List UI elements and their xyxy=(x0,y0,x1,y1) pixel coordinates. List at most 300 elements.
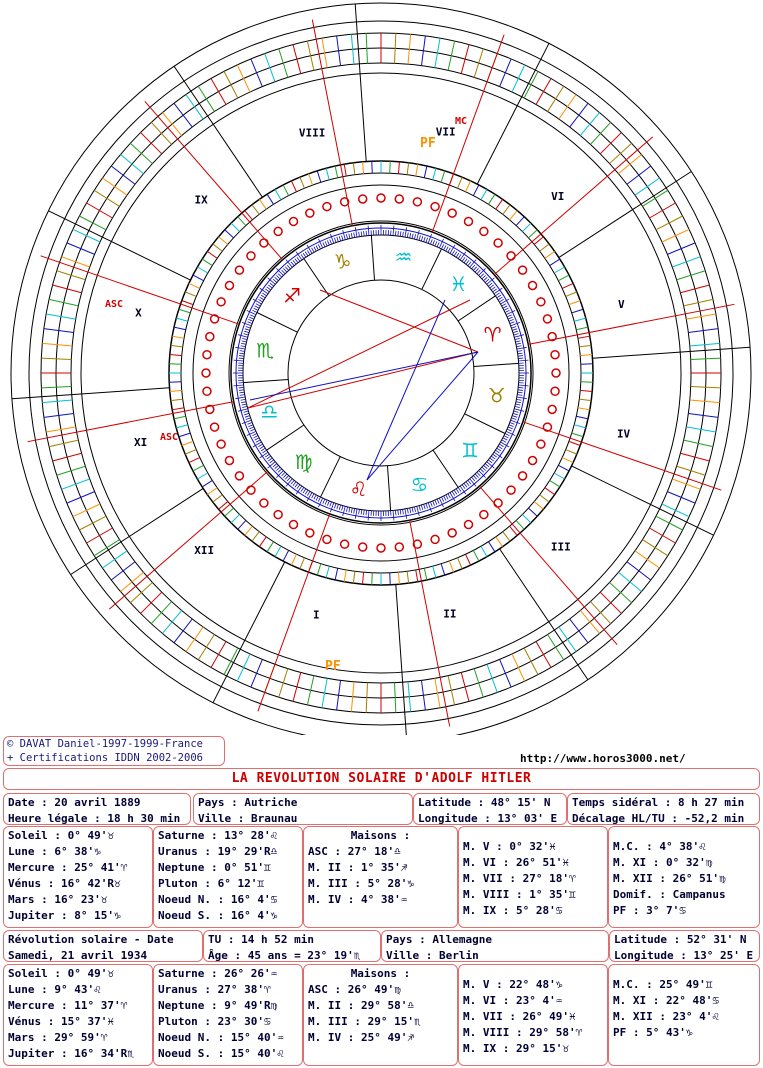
degree-tick xyxy=(518,390,523,391)
outer-tick xyxy=(279,669,288,698)
planet-row: Noeud S. : 16° 4'♑ xyxy=(158,909,278,922)
rs-maisons-c xyxy=(608,964,760,1066)
degree-tick xyxy=(234,360,244,361)
planet-row: Lune : 9° 43'♌ xyxy=(8,983,101,996)
outer-tick xyxy=(237,65,250,92)
house-cusp xyxy=(572,466,714,535)
planet-marker xyxy=(529,457,537,465)
house-label: X xyxy=(135,306,142,320)
house-row: M. IV : 25° 49'♐ xyxy=(308,1031,414,1044)
degree-tick xyxy=(235,347,245,349)
outer-tick xyxy=(642,190,667,206)
degree-tick xyxy=(393,226,394,236)
degree-tick xyxy=(303,489,306,493)
house-label: IV xyxy=(616,427,631,441)
degree-tick xyxy=(462,257,465,261)
degree-tick xyxy=(307,491,310,495)
degree-tick xyxy=(245,329,250,331)
natal-maisons-c xyxy=(608,826,760,928)
degree-tick xyxy=(398,510,399,515)
degree-tick xyxy=(246,418,251,420)
degree-tick xyxy=(293,482,296,486)
planet-marker xyxy=(359,195,367,203)
outer-tick xyxy=(293,672,301,701)
degree-tick xyxy=(343,230,346,240)
inner-tick xyxy=(213,495,223,502)
degree-tick xyxy=(490,285,494,288)
house-row: M. V : 22° 48'♑ xyxy=(463,978,563,991)
degree-tick xyxy=(282,472,285,476)
inner-tick xyxy=(516,520,524,529)
degree-tick xyxy=(268,458,272,461)
degree-tick xyxy=(466,482,469,486)
degree-tick xyxy=(515,406,520,407)
rs-place-box xyxy=(381,930,609,962)
degree-tick xyxy=(307,250,310,254)
sign-sagittarius-icon: ♐ xyxy=(282,283,301,308)
degree-tick xyxy=(484,465,488,468)
degree-tick xyxy=(517,351,522,352)
sign-divider xyxy=(371,235,374,280)
degree-tick xyxy=(366,231,367,236)
inner-tick xyxy=(344,164,346,176)
inner-tick xyxy=(231,514,239,522)
degree-tick xyxy=(354,233,355,238)
outer-tick xyxy=(677,271,706,280)
sign-divider xyxy=(267,425,304,450)
planet-row: Jupiter : 8° 15'♑ xyxy=(8,909,121,922)
planet-marker xyxy=(306,529,314,537)
inner-tick xyxy=(259,199,266,209)
outer-tick xyxy=(73,504,100,517)
house-label: II xyxy=(443,607,457,621)
degree-tick xyxy=(276,275,280,278)
planet-marker xyxy=(323,535,331,543)
inner-tick xyxy=(572,309,583,313)
inner-tick xyxy=(176,425,188,428)
degree-tick xyxy=(508,317,513,319)
wheel-ring xyxy=(243,235,519,511)
outer-tick xyxy=(548,634,564,659)
outer-tick xyxy=(627,166,651,184)
degree-tick xyxy=(400,510,401,515)
inner-tick xyxy=(574,318,586,321)
inner-tick xyxy=(424,568,427,580)
degree-tick xyxy=(339,505,340,510)
house-cusp xyxy=(355,4,366,162)
sign-libra-icon: ♎ xyxy=(260,399,279,424)
house-row: M. XII : 23° 4'♌ xyxy=(613,1010,719,1023)
sign-divider xyxy=(304,259,329,296)
house-label: V xyxy=(618,298,625,312)
sign-aquarius-icon: ♒ xyxy=(394,245,413,270)
degree-tick xyxy=(395,510,396,515)
credit-line-2: + Certifications IDDN 2002-2006 xyxy=(7,752,203,764)
degree-tick xyxy=(497,448,501,451)
inner-tick xyxy=(169,364,181,365)
outer-tick xyxy=(590,122,610,144)
inner-tick xyxy=(326,566,329,578)
degree-tick xyxy=(234,385,244,386)
inner-tick xyxy=(335,166,338,178)
degree-tick xyxy=(456,253,459,257)
outer-tick xyxy=(130,143,152,163)
outer-tick xyxy=(174,103,192,127)
outer-tick xyxy=(53,285,82,293)
degree-tick xyxy=(512,329,517,331)
planet-row: Uranus : 19° 29'R♎ xyxy=(158,845,278,858)
outer-tick xyxy=(656,216,683,230)
inner-tick xyxy=(503,532,510,542)
outer-tick xyxy=(279,49,288,78)
degree-tick xyxy=(327,501,329,506)
degree-tick xyxy=(458,487,461,491)
planet-row: Mercure : 25° 41'♈ xyxy=(8,861,128,874)
degree-tick xyxy=(239,353,244,354)
house-row: PF : 5° 43'♑ xyxy=(613,1026,693,1039)
planet-marker xyxy=(537,298,545,306)
degree-tick xyxy=(517,395,522,396)
degree-tick xyxy=(334,503,336,508)
degree-tick xyxy=(518,358,523,359)
degree-tick xyxy=(475,268,478,272)
degree-tick xyxy=(248,425,253,427)
planet-row: Neptune : 0° 51'♊ xyxy=(158,861,271,874)
sign-leo-icon: ♌ xyxy=(349,476,368,501)
inner-tick xyxy=(300,177,305,188)
house-cusp xyxy=(12,388,170,399)
inner-tick xyxy=(528,230,537,238)
degree-tick xyxy=(241,399,246,400)
degree-tick xyxy=(285,267,288,271)
planet-marker xyxy=(543,315,551,323)
degree-tick xyxy=(246,326,251,328)
outer-tick xyxy=(41,358,71,359)
inner-tick xyxy=(252,532,259,542)
inner-tick xyxy=(458,558,463,569)
planet-marker xyxy=(448,209,456,217)
degree-tick xyxy=(354,508,355,513)
degree-tick xyxy=(488,460,492,463)
degree-tick xyxy=(464,259,467,263)
degree-tick xyxy=(291,262,294,266)
degree-tick xyxy=(351,508,352,513)
degree-tick xyxy=(314,247,316,251)
inner-tick xyxy=(466,181,471,192)
degree-tick xyxy=(270,460,274,463)
degree-tick xyxy=(403,509,404,514)
planet-marker xyxy=(377,194,385,202)
degree-tick xyxy=(261,448,265,451)
planet-row: Noeud S. : 15° 40'♌ xyxy=(158,1047,284,1060)
degree-tick xyxy=(407,233,408,238)
outer-tick xyxy=(94,190,119,206)
inner-tick xyxy=(193,275,204,281)
inner-tick xyxy=(581,364,593,365)
site-url[interactable]: http://www.horos3000.net/ xyxy=(520,752,686,765)
planet-marker xyxy=(431,535,439,543)
outer-tick xyxy=(395,683,396,713)
outer-tick xyxy=(366,33,367,63)
degree-tick xyxy=(516,346,521,347)
natal-maisons-a xyxy=(303,826,458,928)
degree-tick xyxy=(359,232,360,237)
degree-tick xyxy=(419,236,420,241)
degree-tick xyxy=(511,418,516,420)
inner-tick xyxy=(176,318,188,321)
planet-marker xyxy=(290,521,298,529)
degree-tick xyxy=(518,353,523,354)
planet-marker xyxy=(260,499,268,507)
degree-tick xyxy=(267,287,271,290)
degree-tick xyxy=(495,450,499,453)
rs-cusp xyxy=(28,402,234,442)
natal-ville: Ville : Braunau xyxy=(198,812,298,825)
natal-pays: Pays : Autriche xyxy=(198,796,298,809)
inner-tick xyxy=(566,292,577,297)
degree-tick xyxy=(503,306,507,308)
planet-marker xyxy=(225,282,233,290)
degree-tick xyxy=(366,510,367,515)
planet-row: Neptune : 9° 49'R♍ xyxy=(158,999,278,1012)
degree-tick xyxy=(426,503,428,508)
degree-tick xyxy=(242,341,247,342)
planet-row: Pluton : 23° 30'♋ xyxy=(158,1015,271,1028)
degree-tick xyxy=(433,501,435,506)
inner-tick xyxy=(170,355,182,356)
degree-tick xyxy=(351,233,352,238)
rs-cusp xyxy=(109,471,267,609)
planet-row: Pluton : 6° 12'♊ xyxy=(158,877,264,890)
outer-tick xyxy=(487,664,497,692)
outer-tick xyxy=(87,203,113,218)
house-row: M. XI : 22° 48'♋ xyxy=(613,994,719,1007)
inner-tick xyxy=(202,480,212,486)
house-row: M. XI : 0° 32'♍ xyxy=(613,856,713,869)
degree-tick xyxy=(364,510,365,515)
inner-tick xyxy=(326,168,329,180)
house-label: VIII xyxy=(298,126,326,140)
degree-tick xyxy=(514,334,519,335)
degree-tick xyxy=(507,315,512,317)
degree-tick xyxy=(473,267,476,271)
outer-tick xyxy=(667,492,695,503)
outer-tick xyxy=(500,659,511,687)
outer-tick xyxy=(57,466,86,475)
natal-planets-b xyxy=(153,826,303,928)
house-row: M. II : 1° 35'♐ xyxy=(308,861,408,874)
degree-tick xyxy=(477,270,480,274)
outer-tick xyxy=(691,387,721,388)
sign-divider xyxy=(474,363,519,366)
degree-tick xyxy=(491,287,495,290)
inner-tick xyxy=(441,564,445,575)
outer-tick xyxy=(62,257,90,267)
outer-tick xyxy=(211,79,226,105)
degree-tick xyxy=(505,433,509,435)
outer-tick xyxy=(559,94,576,119)
rs-tu: TU : 14 h 52 min xyxy=(208,933,314,946)
inner-tick xyxy=(197,473,207,479)
planet-row: Jupiter : 16° 34'R♏ xyxy=(8,1047,134,1060)
outer-tick xyxy=(53,453,82,461)
sign-cancer-icon: ♋ xyxy=(410,472,429,497)
rs-planets-b xyxy=(153,964,303,1066)
degree-tick xyxy=(285,476,288,480)
degree-tick xyxy=(441,497,443,501)
planet-marker xyxy=(274,227,282,235)
maisons-title: Maisons : xyxy=(350,829,411,842)
degree-tick xyxy=(505,310,509,312)
planet-marker xyxy=(537,440,545,448)
inner-tick xyxy=(372,573,373,585)
inner-tick xyxy=(283,185,289,196)
degree-tick xyxy=(239,387,244,388)
outer-tick xyxy=(691,358,721,359)
degree-tick xyxy=(510,422,515,424)
degree-tick xyxy=(437,242,439,247)
degree-tick xyxy=(267,456,271,459)
inner-tick xyxy=(398,572,399,584)
degree-tick xyxy=(312,494,314,498)
degree-tick xyxy=(517,397,527,399)
outer-tick xyxy=(73,229,100,242)
rs-age: Âge : 45 ans = 23° 19'♏ xyxy=(208,949,361,962)
sign-divider xyxy=(387,466,390,511)
inner-tick xyxy=(171,399,183,401)
planet-marker xyxy=(235,266,243,274)
house-row: M.C. : 4° 38'♌ xyxy=(613,840,706,853)
house-row: M. IX : 29° 15'♉ xyxy=(463,1042,569,1055)
inner-tick xyxy=(510,526,518,535)
degree-tick xyxy=(504,308,508,310)
degree-tick xyxy=(337,237,339,242)
rs-time-box xyxy=(203,930,381,962)
outer-tick xyxy=(94,540,119,556)
outer-tick xyxy=(672,257,700,267)
inner-tick xyxy=(169,382,181,383)
outer-tick xyxy=(251,59,262,87)
planet-marker xyxy=(323,203,331,211)
degree-tick xyxy=(472,477,475,481)
pf-label: PF xyxy=(325,659,341,674)
planet-marker xyxy=(519,266,527,274)
inner-tick xyxy=(579,345,591,347)
inner-tick xyxy=(225,230,234,238)
degree-tick xyxy=(493,289,497,292)
house-cusp xyxy=(174,66,262,197)
degree-tick xyxy=(491,456,495,459)
inner-tick xyxy=(363,572,364,584)
planet-row: Mercure : 11° 37'♈ xyxy=(8,999,128,1012)
degree-tick xyxy=(452,491,455,495)
inner-tick xyxy=(466,554,471,565)
house-row: M. III : 29° 15'♏ xyxy=(308,1015,421,1028)
degree-tick xyxy=(255,438,259,440)
planet-row: Saturne : 13° 28'♌ xyxy=(158,829,278,842)
inner-tick xyxy=(407,571,409,583)
inner-tick xyxy=(219,237,228,245)
inner-tick xyxy=(238,520,246,529)
degree-tick xyxy=(405,509,407,519)
degree-tick xyxy=(410,508,411,513)
house-label: IX xyxy=(194,193,208,207)
planet-marker xyxy=(431,203,439,211)
inner-tick xyxy=(558,465,569,471)
inner-tick xyxy=(554,473,564,479)
inner-tick xyxy=(172,408,184,410)
inner-tick xyxy=(182,300,193,304)
degree-tick xyxy=(448,494,450,498)
degree-tick xyxy=(516,343,521,344)
outer-tick xyxy=(395,33,396,63)
natal-temps: Temps sidéral : 8 h 27 min xyxy=(572,796,745,809)
degree-tick xyxy=(239,356,244,357)
outer-tick xyxy=(186,94,203,119)
inner-tick xyxy=(503,205,510,215)
outer-tick xyxy=(524,648,538,675)
degree-tick xyxy=(254,436,258,438)
degree-tick xyxy=(258,299,262,302)
inner-tick xyxy=(528,508,537,516)
inner-tick xyxy=(202,259,212,265)
inner-tick xyxy=(291,554,296,565)
inner-tick xyxy=(245,211,253,220)
sign-divider xyxy=(465,414,505,434)
planet-marker xyxy=(203,387,211,395)
degree-tick xyxy=(441,244,443,248)
degree-tick xyxy=(260,446,264,449)
page-title: LA REVOLUTION SOLAIRE D'ADOLF HITLER xyxy=(3,768,760,790)
degree-tick xyxy=(495,293,499,296)
inner-tick xyxy=(554,267,564,273)
inner-tick xyxy=(213,244,223,251)
outer-tick xyxy=(618,572,641,591)
inner-tick xyxy=(317,171,321,182)
planet-row: Soleil : 0° 49'♉ xyxy=(8,829,114,842)
degree-tick xyxy=(446,247,448,251)
degree-tick xyxy=(346,234,347,239)
planet-marker xyxy=(413,198,421,206)
natal-date-box xyxy=(3,793,191,825)
aspect-line xyxy=(367,300,445,480)
outer-tick xyxy=(174,619,192,643)
planet-row: Mars : 29° 59'♈ xyxy=(8,1031,108,1044)
inner-tick xyxy=(510,211,518,220)
rs-date: Révolution solaire - Date xyxy=(8,933,174,946)
inner-tick xyxy=(534,237,543,245)
inner-tick xyxy=(545,488,555,495)
inner-tick xyxy=(390,161,391,173)
rs-date2: Samedi, 21 avril 1934 xyxy=(8,949,148,962)
planet-marker xyxy=(395,195,403,203)
degree-tick xyxy=(239,390,244,391)
inner-tick xyxy=(308,174,312,185)
planet-marker xyxy=(225,457,233,465)
degree-tick xyxy=(412,234,413,239)
outer-tick xyxy=(548,86,564,111)
degree-tick xyxy=(355,509,357,519)
outer-tick xyxy=(186,627,203,652)
degree-tick xyxy=(242,406,247,407)
degree-tick xyxy=(275,277,279,280)
degree-tick xyxy=(368,510,369,520)
house-cusp xyxy=(213,562,285,703)
degree-tick xyxy=(424,504,426,509)
outer-tick xyxy=(130,582,152,602)
inner-tick xyxy=(574,425,586,428)
rs-planets-a xyxy=(3,964,153,1066)
